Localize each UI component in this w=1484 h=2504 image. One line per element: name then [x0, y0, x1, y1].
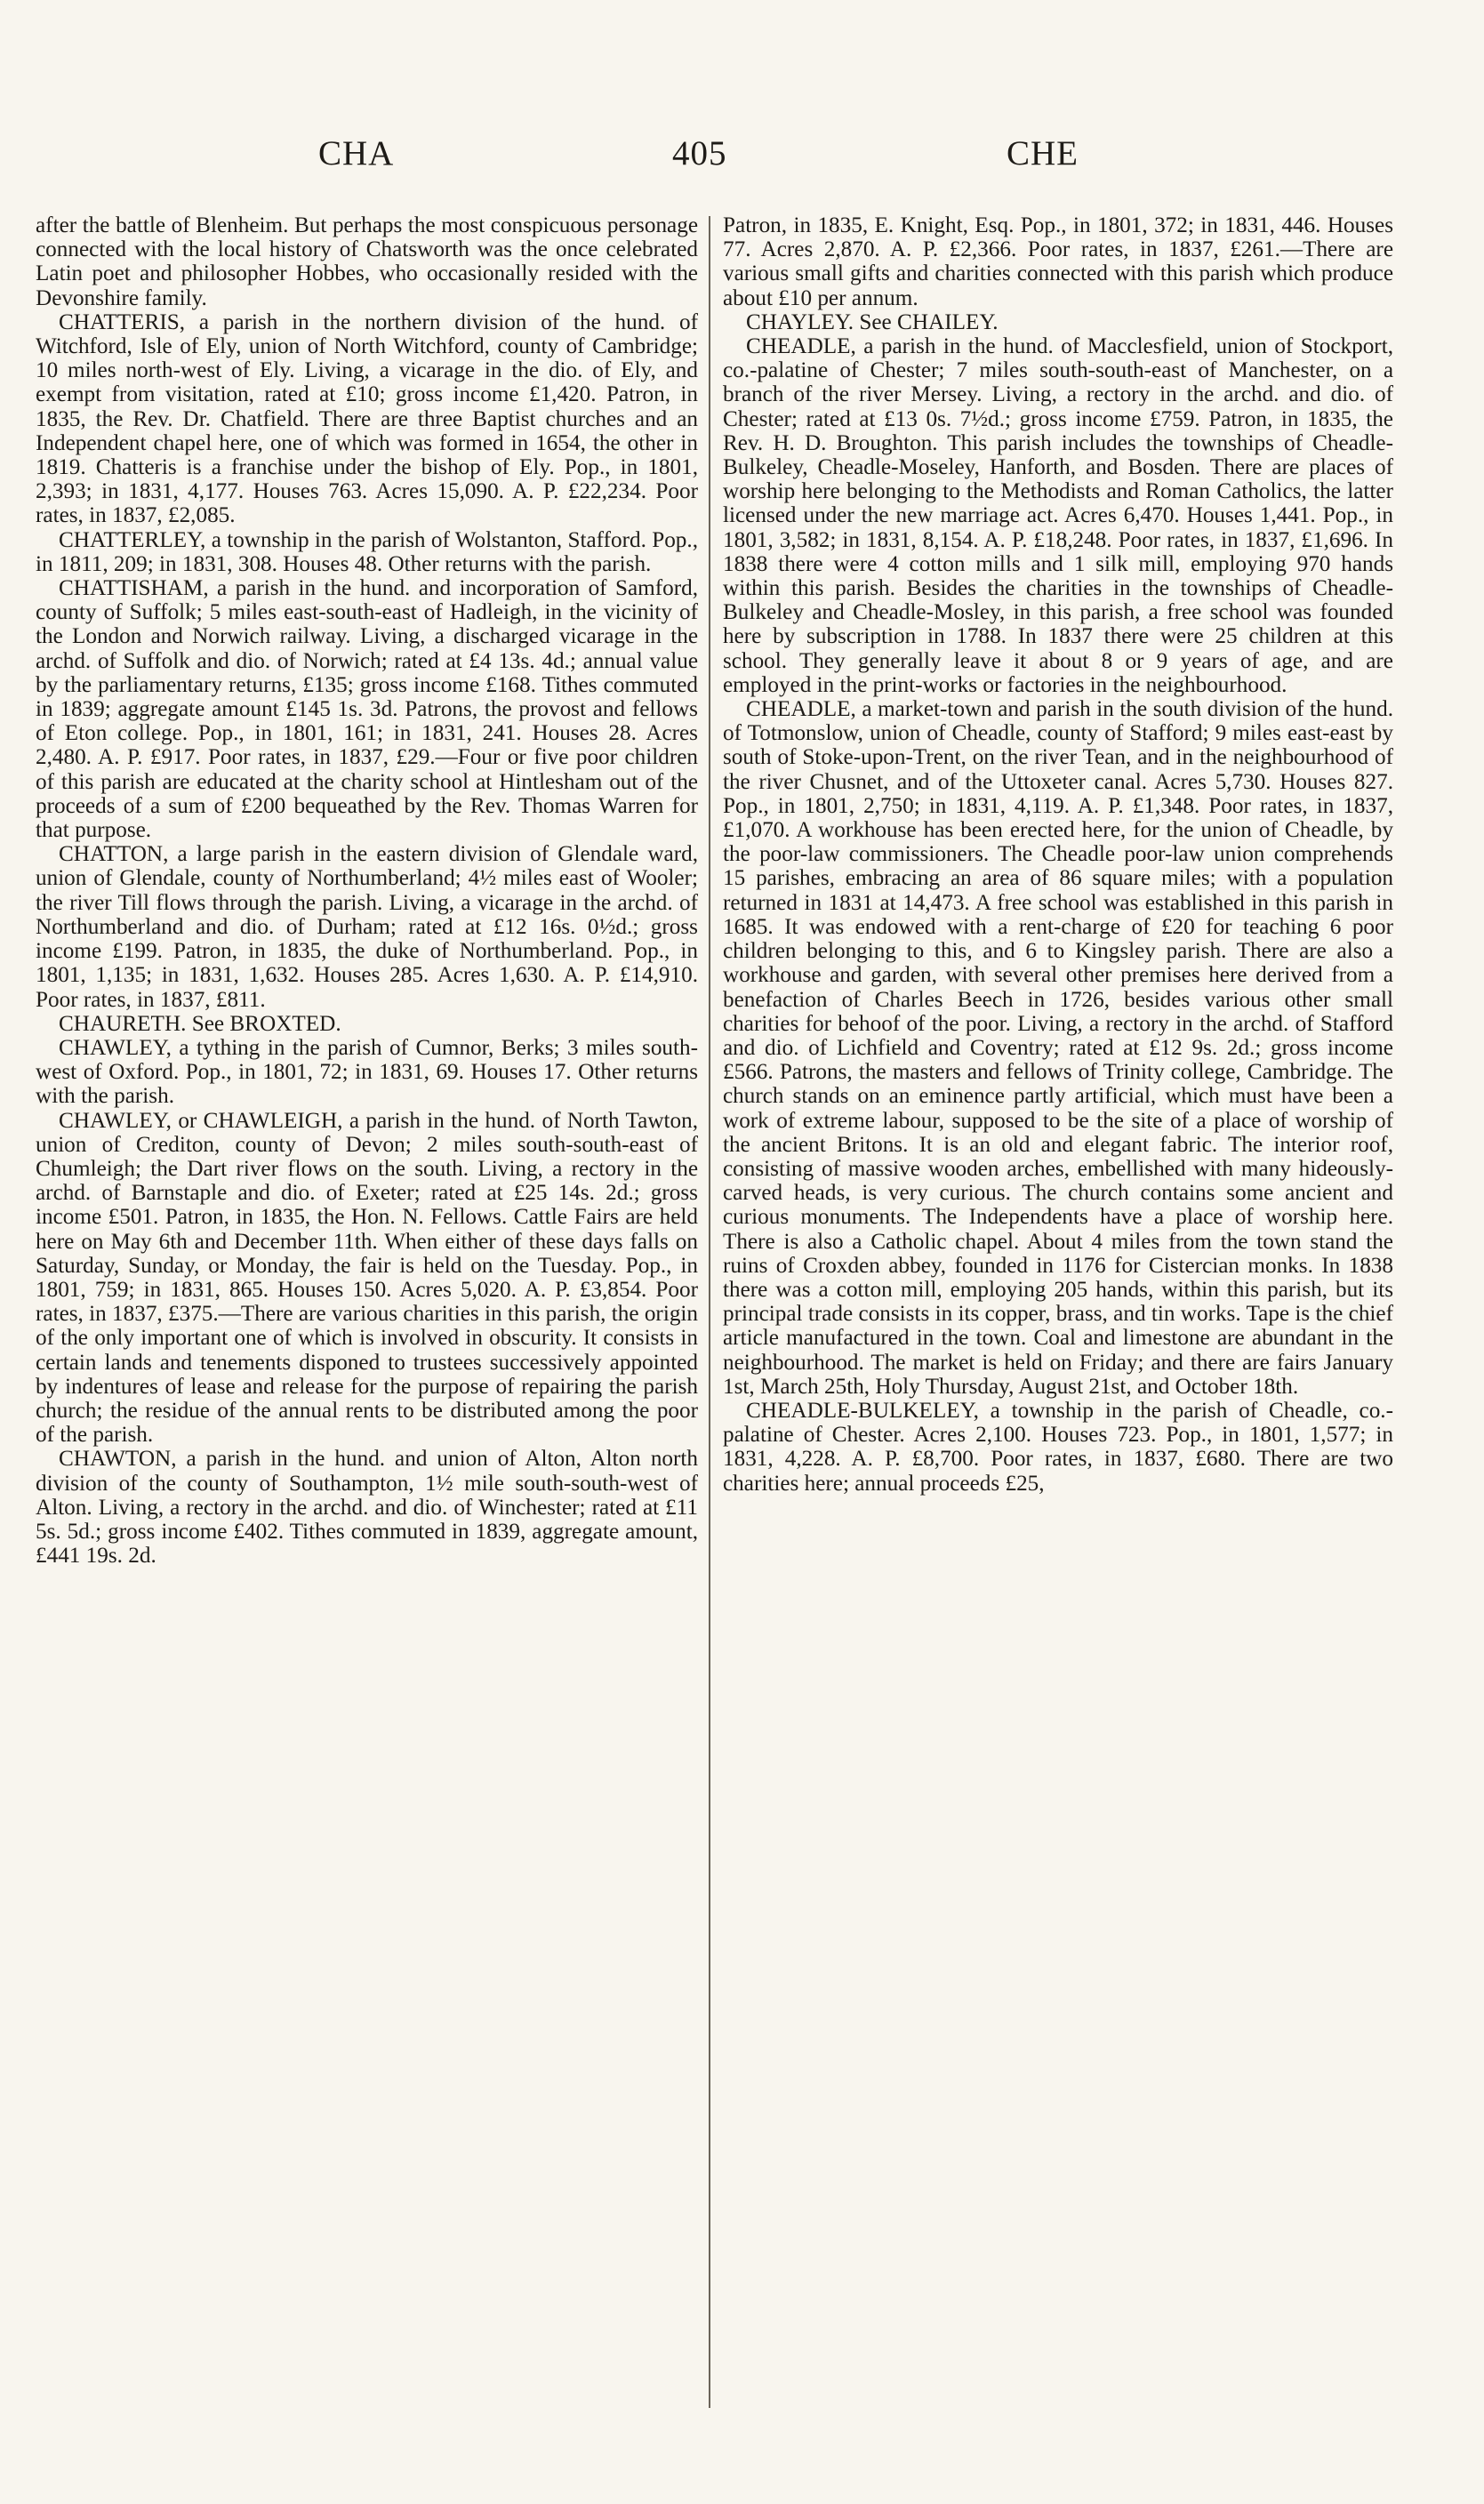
header-left-word: CHA — [318, 134, 395, 173]
column-divider — [709, 216, 710, 2408]
entry-cheadle-stafford: CHEADLE, a market-town and parish in the south division of the hund. of Totmonslow, union of Cheadle, county of Stafford; 9 miles east-east by south of Stoke-upon-Trent, on the river Tean, and in the neighbourhood of the river Chusnet, and of the Uttoxeter canal. Acres 5,730. Houses 827. Pop., in 1801, 2,750; in 1831, 4,119. A. P. £1,348. Poor rates, in 1837, £1,070. A workhouse has been erected here, for the union of Cheadle, by the poor-law commissioners. The Cheadle poor-law union comprehends 15 parishes, embracing an area of 86 square miles; with a population returned in 1831 at 14,473. A free school was established in this parish in 1685. It was endowed with a rent-charge of £20 for teaching 6 poor children belonging to this, and 6 to Kingsley parish. There are also a workhouse and garden, with several other premises here derived from a benefaction of Charles Beech in 1726, besides various other small charities for behoof of the poor. Living, a rectory in the archd. of Stafford and dio. of Lichfield and Coventry; rated at £12 9s. 2d.; gross income £566. Patrons, the masters and fellows of Trinity college, Cambridge. The church stands on an eminence partly artificial, which must have been a work of extreme labour, supposed to be the site of a place of worship of the ancient Britons. It is an old and elegant fabric. The interior roof, consisting of massive wooden arches, embellished with many hideously-carved heads, is very curious. The church contains some ancient and curious monuments. The Independents have a place of worship here. There is also a Catholic chapel. About 4 miles from the town stand the ruins of Croxden abbey, founded in 1176 for Cistercian monks. In 1838 there was a cotton mill, employing 205 hands, within this parish, but its principal trade consists in its copper, brass, and tin works. Tape is the chief article manufactured in the town. Coal and limestone are abundant in the neighbourhood. The market is held on Friday; and there are fairs January 1st, March 25th, Holy Thursday, August 21st, and October 18th. — [723, 697, 1393, 1399]
entry-cheadle-bulkeley: CHEADLE-BULKELEY, a township in the parish of Cheadle, co.-palatine of Chester. Acres 2,100. Houses 723. Pop., in 1801, 1,577; in 1831, 4,228. A. P. £8,700. Poor rates, in 1837, £680. There are two charities here; annual proceeds £25, — [723, 1398, 1393, 1496]
header-right-word: CHE — [1007, 134, 1079, 173]
entry-chatteris: CHATTERIS, a parish in the northern division of the hund. of Witchford, Isle of Ely, union of North Witchford, county of Cambridge; 10 miles north-west of Ely. Living, a vicarage in the dio. of Ely, and exempt from visitation, rated at £10; gross income £1,420. Patron, in 1835, the Rev. Dr. Chatfield. There are three Baptist churches and an Independent chapel here, one of which was formed in 1654, the other in 1819. Chatteris is a franchise under the bishop of Ely. Pop., in 1801, 2,393; in 1831, 4,177. Houses 763. Acres 15,090. A. P. £22,234. Poor rates, in 1837, £2,085. — [36, 309, 698, 528]
entry-chawton-continued: Patron, in 1835, E. Knight, Esq. Pop., in 1801, 372; in 1831, 446. Houses 77. Acres 2,870. A. P. £2,366. Poor rates, in 1837, £261.—There are various small gifts and charities connected with this parish which produce about £10 per annum. — [723, 213, 1393, 310]
entry-chatsworth-continued: after the battle of Blenheim. But perhaps the most conspicuous personage connected with the local history of Chatsworth was the once celebrated Latin poet and philosopher Hobbes, who occasionally resided with the Devonshire family. — [36, 213, 698, 310]
right-column — [723, 213, 1393, 1496]
left-column — [36, 213, 698, 1568]
entry-chaureth: CHAURETH. See BROXTED. — [59, 1011, 341, 1036]
entry-chawton: CHAWTON, a parish in the hund. and union of Alton, Alton north division of the county of Southampton, 1½ mile south-south-west of Alton. Living, a rectory in the archd. and dio. of Winchester; rated at £11 5s. 5d.; gross income £402. Tithes commuted in 1839, aggregate amount, £441 19s. 2d. — [36, 1447, 698, 1569]
entry-chatterley: CHATTERLEY, a township in the parish of Wolstanton, Stafford. Pop., in 1811, 209; in 1831, 308. Houses 48. Other returns with the parish. — [36, 527, 698, 576]
page-number: 405 — [672, 134, 727, 173]
entry-chawley-chawleigh: CHAWLEY, or CHAWLEIGH, a parish in the hund. of North Tawton, union of Crediton, county of Devon; 2 miles south-south-east of Chumleigh; the Dart river flows on the south. Living, a rectory in the archd. of Barnstaple and dio. of Exeter; rated at £25 14s. 2d.; gross income £501. Patron, in 1835, the Hon. N. Fellows. Cattle Fairs are held here on May 6th and December 11th. When either of these days falls on Saturday, Sunday, or Monday, the fair is held on the Tuesday. Pop., in 1801, 759; in 1831, 865. Houses 150. Acres 5,020. A. P. £3,854. Poor rates, in 1837, £375.—There are various charities in this parish, the origin of the only important one of which is involved in obscurity. It consists in certain lands and tenements disponed to trustees successively appointed by indentures of lease and release for the purpose of repairing the parish church; the residue of the annual rents to be distributed among the poor of the parish. — [36, 1108, 698, 1448]
entry-chawley-cumnor: CHAWLEY, a tything in the parish of Cumnor, Berks; 3 miles south-west of Oxford. Pop., in 1801, 72; in 1831, 69. Houses 17. Other returns with the parish. — [36, 1035, 698, 1109]
entry-chattisham: CHATTISHAM, a parish in the hund. and incorporation of Samford, county of Suffolk; 5 miles east-south-east of Hadleigh, in the vicinity of the London and Norwich railway. Living, a discharged vicarage in the archd. of Suffolk and dio. of Norwich; rated at £4 13s. 4d.; annual value by the parliamentary returns, £135; gross income £168. Tithes commuted in 1839; aggregate amount £145 1s. 3d. Patrons, the provost and fellows of Eton college. Pop., in 1801, 161; in 1831, 241. Houses 28. Acres 2,480. A. P. £917. Poor rates, in 1837, £29.—Four or five poor children of this parish are educated at the charity school at Hintlesham out of the proceeds of a sum of £200 bequeathed by the Rev. Thomas Warren for that purpose. — [36, 576, 698, 843]
entry-cheadle-chester: CHEADLE, a parish in the hund. of Macclesfield, union of Stockport, co.-palatine of Chester; 7 miles south-south-east of Manchester, on a branch of the river Mersey. Living, a rectory in the archd. and dio. of Chester; rated at £13 0s. 7½d.; gross income £759. Patron, in 1835, the Rev. H. D. Broughton. This parish includes the townships of Cheadle-Bulkeley, Cheadle-Moseley, Hanforth, and Bosden. There are places of worship here belonging to the Methodists and Roman Catholics, the latter licensed under the new marriage act. Acres 6,470. Houses 1,441. Pop., in 1801, 3,582; in 1831, 8,154. A. P. £18,248. Poor rates, in 1837, £1,696. In 1838 there were 4 cotton mills and 1 silk mill, employing 970 hands within this parish. Besides the charities in the townships of Cheadle-Bulkeley and Cheadle-Mosley, in this parish, a free school was founded here by subscription in 1788. In 1837 there were 25 children at this school. They generally leave it about 8 or 9 years of age, and are employed in the print-works or factories in the neighbourhood. — [723, 334, 1393, 697]
entry-chatton: CHATTON, a large parish in the eastern division of Glendale ward, union of Glendale, county of Northumberland; 4½ miles east of Wooler; the river Till flows through the parish. Living, a vicarage in the archd. of Northumberland and dio. of Durham; rated at £12 16s. 0½d.; gross income £199. Patron, in 1835, the duke of Northumberland. Pop., in 1801, 1,135; in 1831, 1,632. Houses 285. Acres 1,630. A. P. £14,910. Poor rates, in 1837, £811. — [36, 842, 698, 1012]
running-head — [0, 133, 1484, 187]
entry-chayley: CHAYLEY. See CHAILEY. — [746, 309, 999, 334]
